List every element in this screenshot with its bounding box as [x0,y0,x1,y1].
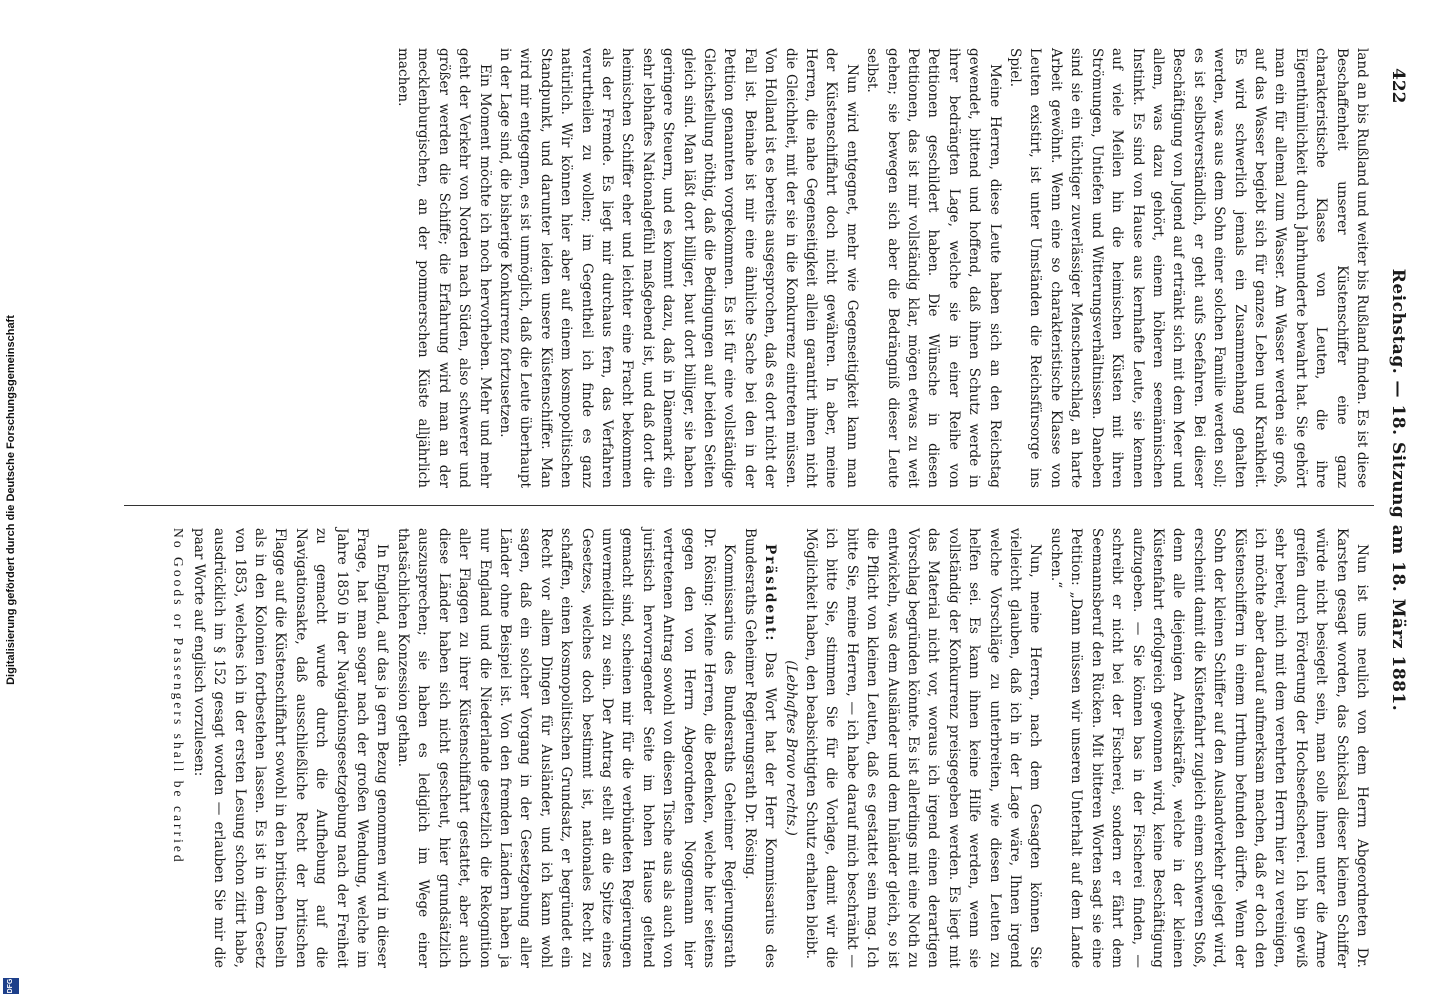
right-column [168,528,1372,968]
credit-text: Digitalisierung gefördert durch die Deutsche Forschungsgemeinschaft [5,315,17,685]
president-text: Das Wort hat der Herr Kommissarius des Bundesraths Geheimer Regierungsrath Dr. Rösing. [741,528,779,968]
paragraph: Meine Herren, diese Leute haben sich an den Reichstag gewendet, bittend und hoffend, daß ihnen Schutz werde in ihrer bedrängten Lage, welche sie in einer Reihe von Petitionen geschildert haben. Die Wünsche in diesen Petitionen, das ist mir vollständig klar, mögen etwas zu weit gehen; sie bewegen sich aber die Bedrängniß dieser Leute selbst. [864,48,1003,488]
running-title: Reichstag. — 18. Sitzung am 18. März 1881. [1388,268,1408,712]
paragraph: Kommissarius des Bundesraths Geheimer Regierungsrath Dr. Rösing: Meine Herren, die Bedenken, welche hier seitens gegen den von Herrn Abgeordneten Noggemann hier vertretenen Antrag sowohl von diesen Tische aus als auch von juristisch hervorragender Seite im hohen Hause geltend gemacht sind, scheinen mir für die verbündeten Regierungen unvermeidlich zu sein. Der Antrag stellt an die Spitze eines Gesetzes, welches doch bestimmt ist, nationales Recht zu schaffen, einen kosmopolitischen Grundsatz, er begründet ein Recht vor allem Dingen für Ausländer, und ich kann wohl sagen, daß ein solcher Vorgang in der Gesetzgebung aller Länder ohne Beispiel ist. Von den fremden Ländern haben ja nur England und die Niederlande gesetzlich die Rekognition aller Flaggen zu ihrer Küstenschiffahrt gestattet, aber auch diese Länder haben sich nicht gescheut, hier grundsätzlich auszusprechen; sie haben es lediglich im Wege einer thatsächlichen Konzession gethan. [394,528,738,968]
digitization-credit [0,0,22,1000]
paragraph: In England, auf das ja gern Bezug genommen wird in dieser Frage, hat man sogar nach der großen Wendung, welche im Jahre 1850 in der Navigationsgesetzgebung nach der Freiheit zu gemacht wurde durch die Aufhebung auf die Navigationsakte, daß ausschließliche Recht der britischen Flagge auf die Küstenschiffahrt sowohl in den britischen Inseln als in den Kolonien fortbestehen lassen. Es ist in dem Gesetz von 1853, welches ich in der ersten Lesung schon zitirt habe, ausdrücklich im § 152 gesagt worden — erlauben Sie mir die paar Worte auf englisch vorzulesen: [190,528,391,968]
paragraph: Nun wird entgegnet, mehr wie Gegenseitigkeit kann man der Küstenschiffahrt doch nicht gewähren. In aber, meine Herren, die nahe Gegenseitigkeit allein garantirt ihnen nicht die Gleichheit, mit der sie in die Konkurrenz eintreten müssen. Von Holland ist es bereits ausgesprochen, daß es dort nicht der Fall ist. Beinahe ist mir eine ähnliche Sache bei den in der Petition genannten vorgekommen. Es ist für eine vollständige Gleichstellung nöthig, daß die Bedingungen auf beiden Seiten gleich sind. Man läßt dort billiger, baut dort billiger, sie haben geringere Steuern, und es kommt dazu, daß in Dänemark ein sehr lebhaftes Nationalgefühl maßgebend ist, und daß dort die heimischen Schiffer eher und leichter eine Fracht bekommen als der Fremde. Es liegt mir durchaus fern, das Verfahren verurtheilen zu wollen; im Gegentheil ich finde es ganz natürlich. Wir können hier aber auf einem kosmopolitischen Standpunkt, und darunter leiden unsere Küstenschiffer. Man wird mir entgegnen, es ist unmöglich, daß die Leute überhaupt in der Lage sind, die bisherige Konkurrenz fortzusetzen. [496,48,860,488]
dfg-logo-icon: DFG [3,978,19,994]
paragraph: Ein Moment möchte ich noch hervorheben. Mehr und mehr geht der Verkehr von Norden nach Süden, also schwerer und größer werden die Schiffe; die Erfahrung wird man an der mecklenburgischen, an der pommerschen Küste alljährlich machen. [394,48,493,488]
page-header [1380,40,1410,940]
speaker-label: Präsident: [762,544,779,643]
column-divider [124,505,1374,506]
page-number: 422 [1388,68,1408,104]
paragraph: land an bis Rußland und weiter bis Rußland finden. Es ist diese Beschaffenheit unserer Küstenschiffer eine ganz charakteristische Klasse von Leuten, die ihre Eigenthümlichkeit durch Jahrhunderte bewahrt hat. Sie gehört man ein für allemal zum Wasser. Am Wasser werden sie groß, auf das Wasser begiebt sich für ganzes Leben und Krankheit. Es wird schwerlich jemals ein Zusammenhang gehalten werden, was aus dem Sohn einer solchen Familie werden soll; es ist selbstverständlich, er geht aufs Seefahren. Bei dieser Beschäftigung von Jugend auf ertränkt sich mit dem Meer und allem, was dazu gehört, einem höheren seemännischen Instinkt. Es sind von Hause aus kernhafte Leute, sie kennen auf viele Meilen hin die heimischen Küsten mit ihren Strömungen, Untiefen und Witterungsverhältnissen. Daneben sind sie ein tüchtiger zuverlässiger Menschenschlag, an harte Arbeit gewöhnt. Wenn eine so charakteristische Klasse von Leuten existirt, ist unter Umständen die Reichsfürsorge ins Spiel. [1007,48,1370,488]
applause-note: (Lebhaftes Bravo rechts.) [782,660,799,836]
president-paragraph [739,528,780,968]
paragraph: Nun ist uns neulich von dem Herrn Abgeordneten Dr. Karsten gesagt worden, das Schicksal dieser kleinen Schiffer würde nicht besiegelt sein, man solle ihnen unter die Arme greifen durch Förderung der Hochseefischerei. Ich bin gewiß sehr bereit, mich mit dem verehrten Herrn hier zu vereinigen, ich möchte aber darauf aufmerksam machen, daß er doch den Küstenschiffern in einem Irrthum befunden dürfte. Wenn der Sohn der kleinen Schiffer auf den Auslandverkehr gelegt wird, erscheint damit die Küstenfahrt zugleich einem schweren Stoß, denn alle diejenigen Arbeitskräfte, welche in der kleinen Küstenfahrt erfolgreich gewonnen wird, keine Beschäftigung aufzugeben. — Sie können bas in der Fischerei finden, — schreibt er nicht bei der Fischerei, sondern er fährt dem Seemannsberuf den Rücken. Mit bitteren Worten sagt sie eine Petition: „Dann müssen wir unseren Unterhalt auf dem Lande suchen.“ [1047,528,1370,968]
left-column [393,48,1373,488]
english-quote: No Goods or Passengers shall be carried [171,528,187,865]
paragraph: Nun, meine Herren, nach dem Gesagten können Sie vielleicht glauben, daß ich in der Lage wäre, Ihnen irgend welche Vorschläge zu unterbreiten, wie diesen Leuten zu helfen sei. Es kann ihnen keine Hilfe werden, wenn sie vollständig der Konkurrenz preisgegeben werden. Es liegt mit das Material nicht vor, woraus ich irgend einen derartigen Vorschlag begründen könnte. Es ist allerdings mit eine Noth zu entwickeln, was dem Ausländer und dem Inländer gleich, so ist die Pflicht von kleinen Leuten, daß es gestattet sein mag. Ich bitte Sie, meine Herren, — ich habe darauf mich beschränkt — ich bitte Sie, stimmen Sie für die Vorlage, damit wir die Möglichkeit haben, den beabsichtigten Schutz erhalten bleibt. [803,528,1044,968]
